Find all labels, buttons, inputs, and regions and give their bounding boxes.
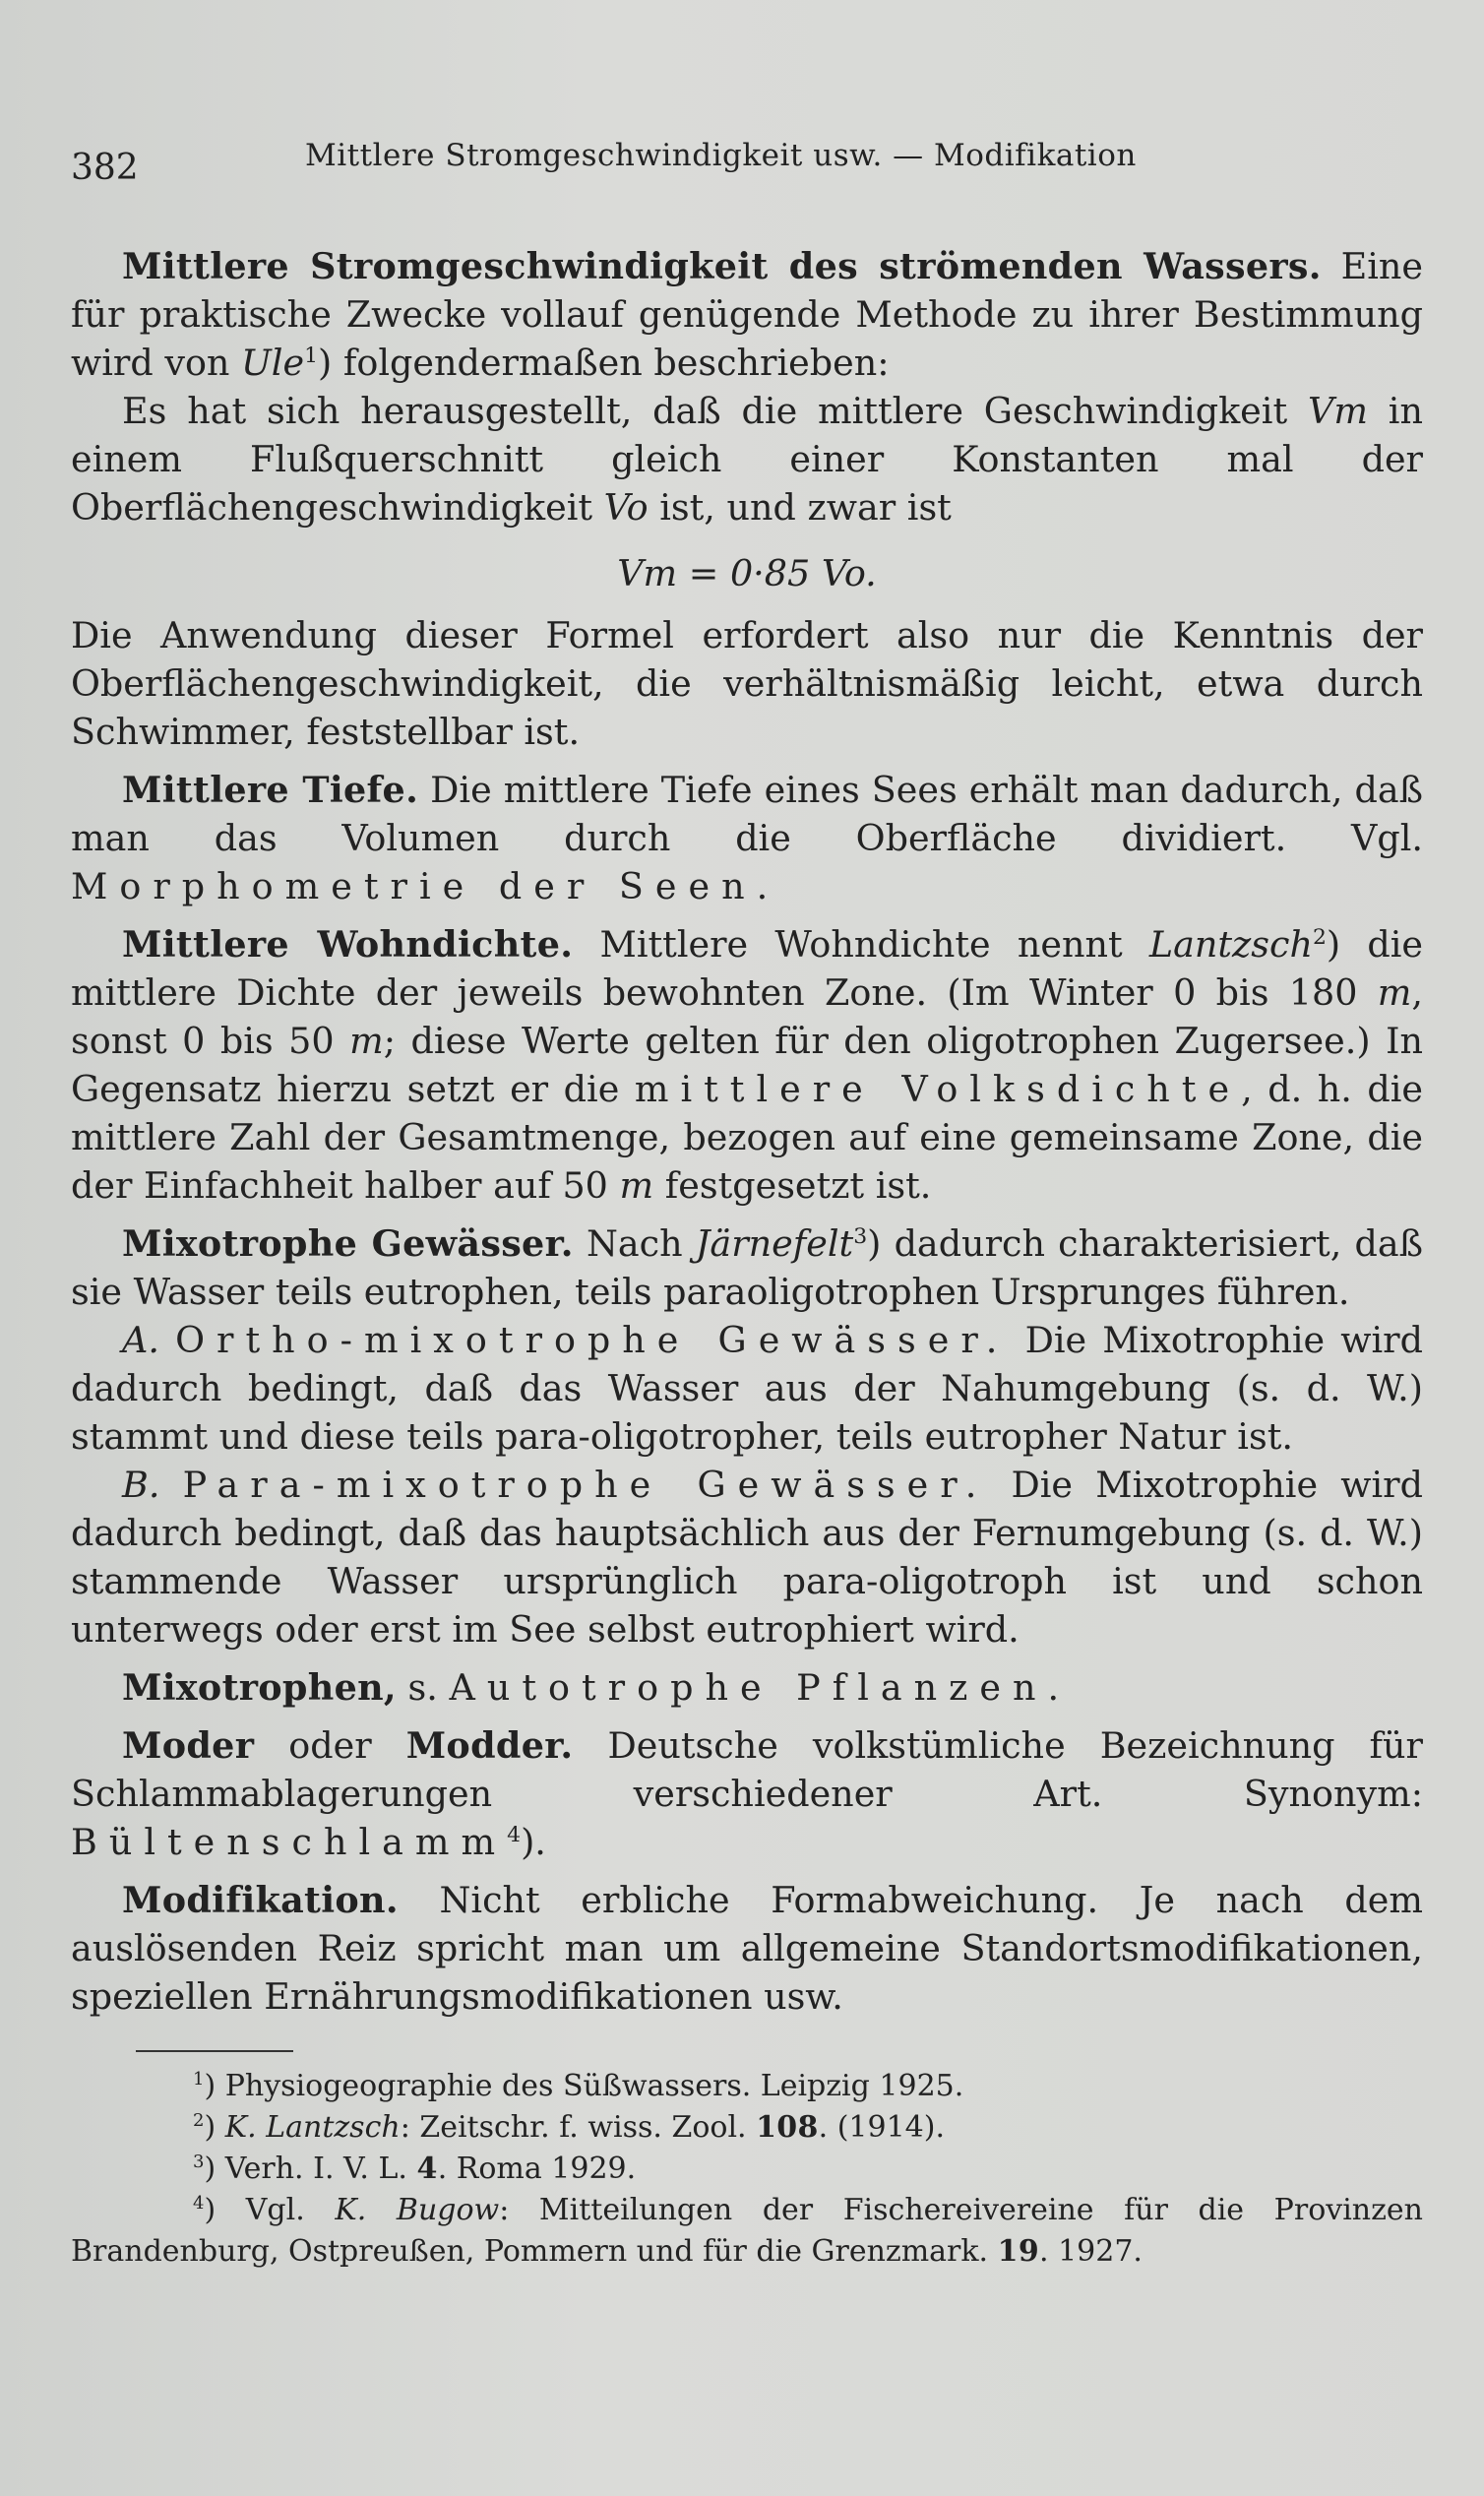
footnote-rule — [136, 2050, 293, 2052]
page-header — [71, 138, 1423, 207]
page-number: 382 — [71, 148, 139, 188]
entry-paragraph: Modifikation. Nicht erbliche Formabweichung. Je nach dem auslösenden Reiz spricht man um allgemeine Standortsmodifikationen, speziellen Ernährungsmodifikationen usw. — [71, 1879, 1423, 2018]
spaced-term: Para-mixotrophe Gewässer. — [182, 1464, 989, 1506]
cross-reference: Autotrophe Pflanzen. — [449, 1666, 1072, 1709]
footnote-ref: 1 — [304, 343, 319, 368]
entry-tiefe — [71, 766, 1423, 910]
entry-paragraph: Mittlere Stromgeschwindigkeit des strömenden Wassers. Eine für praktische Zwecke vollauf genügende Methode zu ihrer Bestimmung wird von Ule$^1$) folgendermaßen beschrieben: — [71, 245, 1424, 384]
entry-stromgeschwindigkeit — [71, 242, 1423, 756]
footnote-1: $^1$) Physiogeographie des Süßwassers. Leipzig 1925. — [193, 2069, 964, 2103]
entry-term: Mixotrophe Gewässer. — [122, 1222, 574, 1265]
entry-paragraph: Mittlere Tiefe. Die mittlere Tiefe eines Sees erhält man dadurch, daß man das Volumen durch die Oberfläche dividiert. Vgl. Morphometrie der Seen. — [71, 769, 1423, 907]
footnotes — [71, 2066, 1423, 2273]
entry-paragraph: Mixotrophe Gewässer. Nach Järnefelt$^3$) dadurch charakterisiert, daß sie Wasser teils eutrophen, teils paraoligotrophen Ursprunges führen. — [71, 1222, 1423, 1313]
entry-mixotrophen — [71, 1663, 1423, 1712]
spaced-term: mittlere Volksdichte — [634, 1068, 1242, 1110]
entry-term: Modder. — [405, 1724, 574, 1767]
author-name: K. Bugow — [335, 2193, 500, 2227]
footnote-3: $^3$) Verh. I. V. L. 4. Roma 1929. — [193, 2152, 637, 2186]
entry-paragraph: Mixotrophen, s. Autotrophe Pflanzen. — [122, 1666, 1072, 1709]
entry-paragraph: Moder oder Modder. Deutsche volkstümliche Bezeichnung für Schlammablagerungen verschiedener Art. Synonym: Bültenschlamm$^4$). — [71, 1724, 1424, 1863]
subentry-b: B. Para-mixotrophe Gewässer. Die Mixotrophie wird dadurch bedingt, daß das hauptsächlich aus der Fernumgebung (s. d. W.) stammende Wasser ursprünglich para-oligotroph ist und schon unterwegs oder erst im See selbst eutrophiert wird. — [71, 1464, 1423, 1651]
entry-paragraph: Mittlere Wohndichte. Mittlere Wohndichte nennt Lantzsch$^2$) die mittlere Dichte der jeweils bewohnten Zone. (Im Winter 0 bis 180 m, sonst 0 bis 50 m; diese Werte gelten für den oligotrophen Zugersee.) In Gegensatz hierzu setzt er die mittlere Volksdichte, d. h. die mittlere Zahl der Gesamtmenge, bezogen auf eine gemeinsame Zone, die der Einfachheit halber auf 50 m festgesetzt ist. — [71, 923, 1424, 1207]
author-name: Järnefelt — [695, 1222, 854, 1265]
footnote-2: $^2$) K. Lantzsch: Zeitschr. f. wiss. Zool. 108. (1914). — [193, 2110, 946, 2145]
spaced-term: Bültenschlamm — [71, 1821, 508, 1863]
formula: Vm = 0·85 Vo. — [617, 552, 877, 594]
author-name: Ule — [241, 342, 305, 384]
entry-paragraph: Die Anwendung dieser Formel erfordert also nur die Kenntnis der Oberflächengeschwindigkeit, die verhältnismäßig leicht, etwa durch Schwimmer, feststellbar ist. — [71, 614, 1423, 753]
subentry-a: A. Ortho-mixotrophe Gewässer. Die Mixotrophie wird dadurch bedingt, daß das Wasser aus der Nahumgebung (s. d. W.) stammt und diese teils para-oligotropher, teils eutropher Natur ist. — [71, 1319, 1423, 1458]
entry-term: Mixotrophen, — [122, 1666, 397, 1709]
entry-wohndichte — [71, 920, 1423, 1210]
quoted-paragraph: Es hat sich herausgestellt, daß die mittlere Geschwindigkeit Vm in einem Flußquerschnitt gleich einer Konstanten mal der Oberflächengeschwindigkeit Vo ist, und zwar ist — [71, 390, 1423, 529]
entry-mixotrophe-gewaesser — [71, 1219, 1423, 1654]
entry-term: Mittlere Wohndichte. — [122, 923, 574, 966]
author-name: K. Lantzsch — [224, 2110, 401, 2145]
entry-modifikation — [71, 1876, 1423, 2021]
footnote-ref: 3 — [853, 1223, 868, 1249]
spaced-term: Ortho-mixotrophe Gewässer. — [175, 1319, 1010, 1361]
entry-term: Mittlere Tiefe. — [122, 769, 419, 811]
entry-term: Modifikation. — [122, 1879, 399, 1921]
entry-term: Moder — [122, 1724, 255, 1767]
entry-term: Mittlere Stromgeschwindigkeit des strömenden Wassers. — [122, 245, 1322, 287]
footnote-ref: 4 — [507, 1822, 522, 1847]
running-head: Mittlere Stromgeschwindigkeit usw. — Modifikation — [305, 138, 1137, 173]
author-name: Lantzsch — [1148, 923, 1313, 966]
footnote-ref: 2 — [1312, 924, 1327, 950]
footnote-4: $^4$) Vgl. K. Bugow: Mitteilungen der Fischereivereine für die Provinzen Brandenburg, Ostpreußen, Pommern und für die Grenzmark. 19. 1927. — [71, 2193, 1423, 2269]
entry-moder — [71, 1721, 1423, 1866]
cross-reference: Morphometrie der Seen. — [71, 865, 780, 907]
